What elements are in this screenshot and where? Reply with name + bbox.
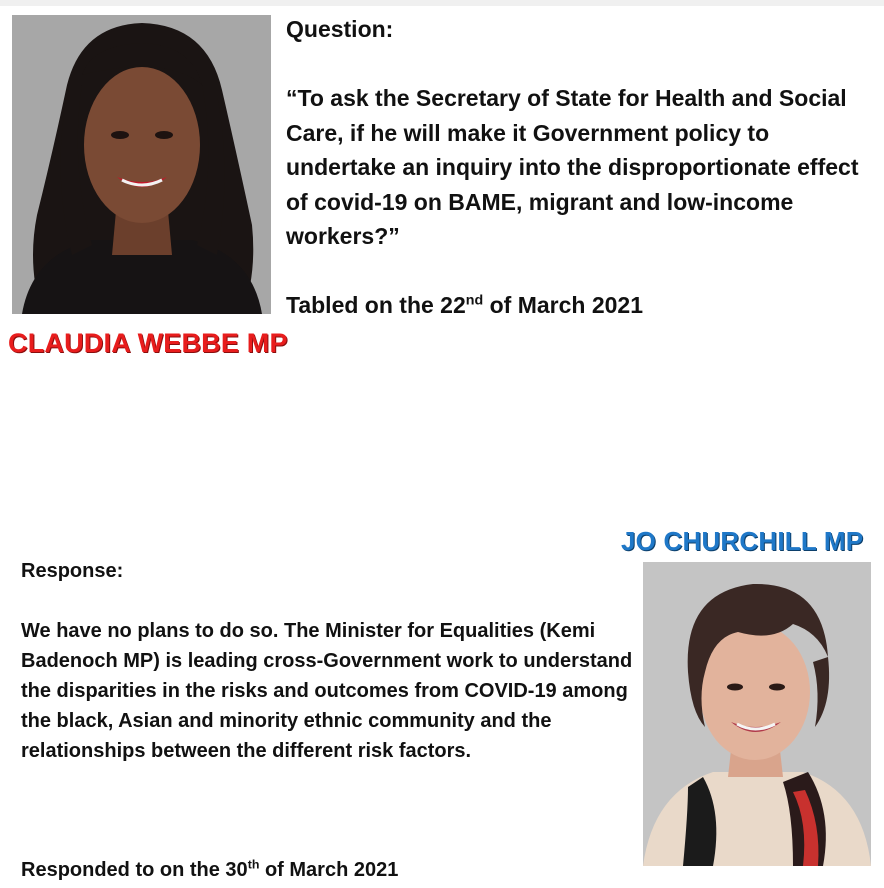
portrait-illustration [643, 562, 871, 866]
responded-date-prefix: Responded to on the 30 [21, 859, 248, 881]
tabled-date-ordinal: nd [465, 292, 484, 309]
portrait-illustration [12, 15, 271, 314]
tabled-date [286, 288, 881, 323]
response-text: We have no plans to do so. The Minister for Equalities (Kemi Badenoch MP) is leading cross-Government work to understand the disparities in the risks and outcomes from COVID-19 among the black, Asian and minority ethnic community and the relationships between the different risk factors. [21, 620, 633, 762]
responder-name: JO CHURCHILL MP [621, 526, 864, 556]
responded-date-suffix: of March 2021 [259, 859, 399, 881]
portrait-claudia-webbe [12, 15, 271, 314]
tabled-date-suffix: of March 2021 [483, 292, 643, 318]
responded-date-ordinal: th [247, 857, 260, 872]
responded-date [21, 855, 398, 885]
question-section [286, 12, 881, 323]
portrait-jo-churchill [643, 562, 871, 866]
asker-name: CLAUDIA WEBBE MP [8, 328, 288, 358]
response-section [21, 556, 641, 766]
question-text: “To ask the Secretary of State for Health and Social Care, if he will make it Government policy to undertake an inquiry into the disproportionate effect of covid-19 on BAME, migrant and low-income workers?” [286, 85, 859, 249]
response-heading: Response: [21, 560, 124, 582]
question-heading: Question: [286, 16, 394, 42]
tabled-date-prefix: Tabled on the 22 [286, 292, 466, 318]
top-divider [0, 0, 884, 6]
